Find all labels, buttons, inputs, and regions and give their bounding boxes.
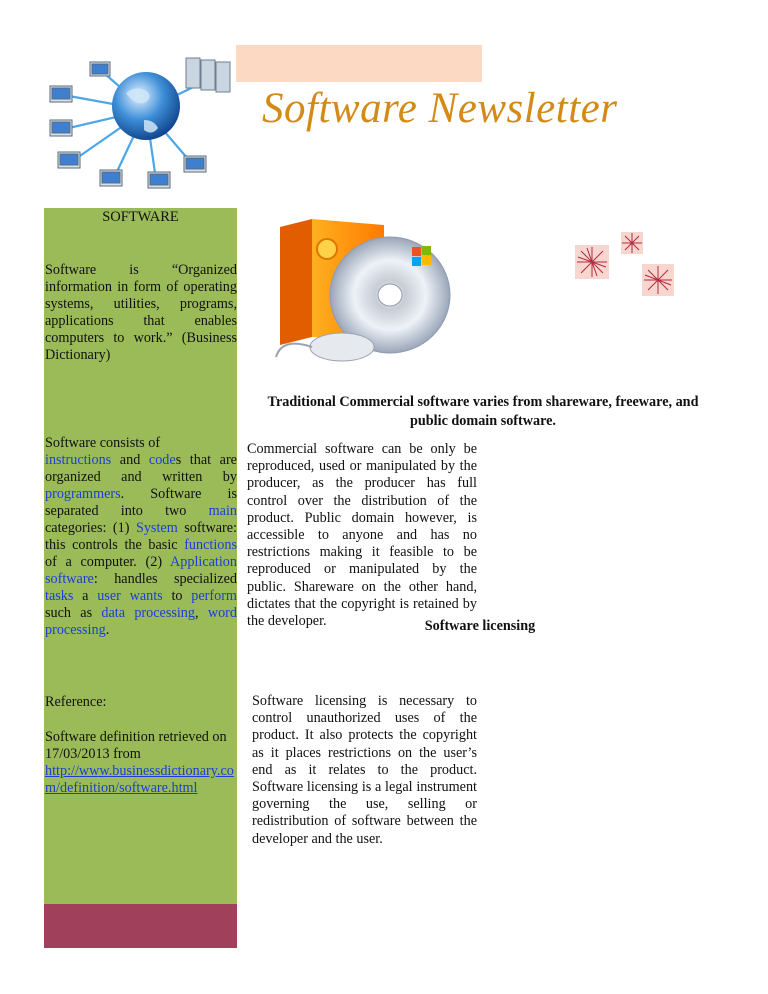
decorative-stars: [572, 228, 678, 300]
newsletter-title: Software Newsletter: [262, 85, 618, 132]
link-main[interactable]: main: [208, 503, 237, 519]
text-fragment: ,: [195, 605, 208, 621]
sidebar-footer-band: [44, 904, 237, 948]
link-application-software[interactable]: Application software: [45, 554, 237, 587]
reference-link[interactable]: http://www.businessdictionary.com/definition/software.html: [45, 763, 234, 796]
reference-block: [45, 729, 237, 797]
text-fragment: of a computer. (2): [45, 554, 171, 570]
reference-label: Reference:: [45, 694, 107, 710]
commercial-software-article: Commercial software can be only be reproduced, used or manipulated by the producer, as the producer has full control over the distribution of the product. Public domain however, is accessible to anyone and has no restrictions making it feasible to be reproduced or manipulated by the public. Shareware on the other hand, dictates that the copyright is retained by the developer.: [247, 441, 477, 630]
software-definition: Software is “Organized information in form of operating systems, utilities, programs, applications that enables computers to work.” (Business Dictionary): [45, 262, 237, 363]
text-fragment: Software consists of: [45, 435, 161, 451]
software-licensing-heading: Software licensing: [424, 618, 536, 634]
link-tasks[interactable]: tasks: [45, 588, 74, 604]
link-programmers[interactable]: programmers: [45, 486, 121, 502]
link-user-wants[interactable]: user wants: [97, 588, 163, 604]
text-fragment: software: this controls the basic: [45, 520, 237, 553]
reference-text: Software definition retrieved on 17/03/2013 from: [45, 729, 227, 762]
header-accent-bar: [236, 45, 482, 82]
link-word-processing[interactable]: word processing: [45, 605, 238, 638]
link-system[interactable]: System: [135, 520, 178, 536]
software-description: [45, 435, 237, 639]
text-fragment: such as: [45, 605, 102, 621]
sidebar-heading: SOFTWARE: [102, 209, 179, 225]
text-fragment: categories: (1): [45, 520, 136, 536]
text-fragment: . Software is separated into two: [45, 486, 237, 519]
text-fragment: a: [73, 588, 98, 604]
traditional-software-heading: Traditional Commercial software varies from shareware, freeware, and public domain software.: [267, 394, 699, 429]
text-fragment: s that are organized and written by: [45, 452, 237, 485]
text-fragment: : handles specialized: [93, 571, 237, 587]
link-perform[interactable]: perform: [191, 588, 237, 604]
text-fragment: and: [111, 452, 149, 468]
link-instructions[interactable]: instructions: [45, 452, 112, 468]
software-box-illustration: [272, 217, 460, 372]
network-illustration: [44, 48, 234, 194]
text-fragment: .: [105, 622, 110, 638]
text-fragment: to: [162, 588, 192, 604]
link-code[interactable]: code: [148, 452, 176, 468]
software-licensing-article: Software licensing is necessary to control unauthorized uses of the product. It also protects the copyright as it places restrictions on the user’s end as it relates to the product. Software licensing is a legal instrument governing the use, selling or redistribution of software between the developer and the user.: [252, 693, 477, 847]
link-functions[interactable]: functions: [184, 537, 237, 553]
link-data-processing[interactable]: data processing: [101, 605, 195, 621]
